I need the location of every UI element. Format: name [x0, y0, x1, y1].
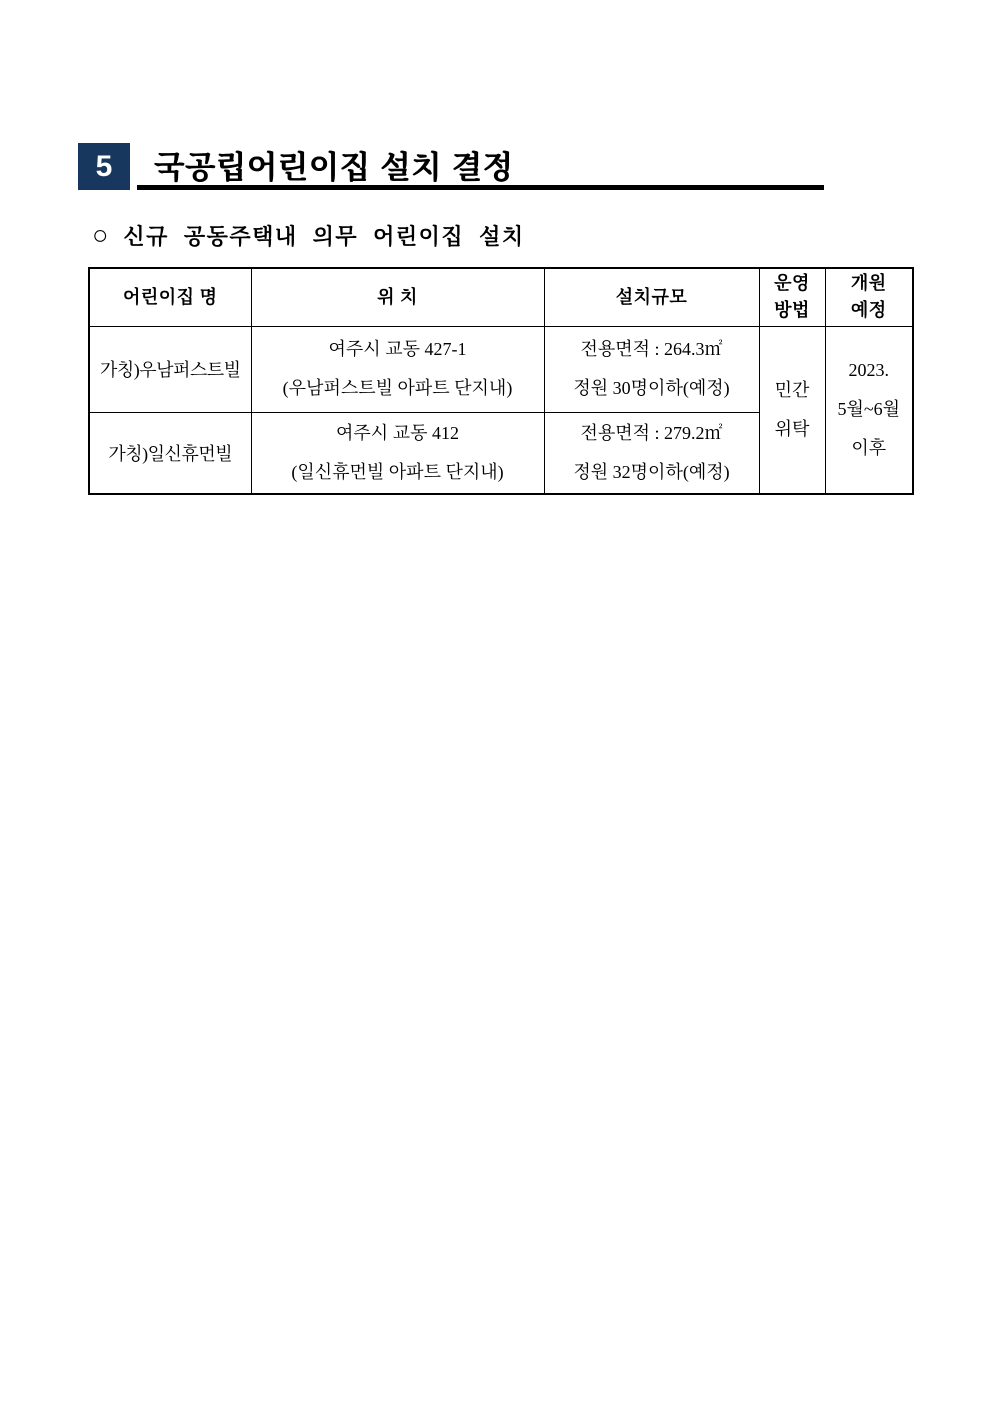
scale-line: 전용면적 : 264.3㎡: [580, 339, 723, 359]
scale-line: 전용면적 : 279.2㎡: [580, 422, 723, 443]
page-title: 국공립어린이집 설치 결정: [154, 149, 514, 185]
opening-line: 5월~6월: [837, 399, 900, 420]
header-cell-opening: [825, 268, 913, 326]
cell-scale: [544, 412, 759, 494]
header-cell-location: [251, 268, 544, 326]
header-label-line: 예정: [850, 300, 887, 321]
subtitle-text: 신규 공동주택내 의무 어린이집 설치: [123, 223, 525, 249]
section-number-badge: [78, 143, 130, 190]
header-label-line: 개원: [850, 273, 887, 294]
opening-line: 2023.: [848, 360, 889, 381]
header-label: 위 치: [377, 286, 418, 307]
opening-line: 이후: [851, 438, 887, 459]
subtitle: [92, 219, 525, 251]
header-label: 어린이집 명: [123, 286, 218, 307]
cell-daycare-name: 가칭)일신휴먼빌: [89, 412, 251, 494]
header-cell-name: [89, 268, 251, 326]
title-underline: [137, 143, 824, 190]
cell-operation-method: [759, 326, 825, 494]
table-row: [89, 326, 913, 412]
header-label-line: 방법: [774, 300, 810, 321]
header-cell-scale: [544, 268, 759, 326]
cell-opening-schedule: [825, 326, 913, 494]
cell-daycare-name: 가칭)우남퍼스트빌: [89, 326, 251, 412]
cell-location: [251, 412, 544, 494]
location-line: 여주시 교동 412: [336, 422, 459, 443]
operation-line: 민간: [774, 379, 810, 400]
table-header-row: [89, 268, 913, 326]
header-label-line: 운영: [774, 273, 810, 294]
operation-line: 위탁: [774, 418, 810, 439]
cell-location: [251, 326, 544, 412]
section-number: 5: [95, 150, 113, 183]
scale-line: 정원 30명이하(예정): [573, 378, 730, 398]
circle-bullet-icon: ○: [92, 220, 109, 250]
section-header: [78, 143, 824, 190]
header-cell-operation: [759, 268, 825, 326]
location-line: (우남퍼스트빌 아파트 단지내): [282, 378, 513, 398]
daycare-table: [88, 267, 914, 495]
header-label: 설치규모: [615, 286, 688, 307]
location-line: 여주시 교동 427-1: [328, 339, 467, 359]
location-line: (일신휴먼빌 아파트 단지내): [291, 461, 504, 482]
scale-line: 정원 32명이하(예정): [573, 461, 730, 482]
cell-scale: [544, 326, 759, 412]
